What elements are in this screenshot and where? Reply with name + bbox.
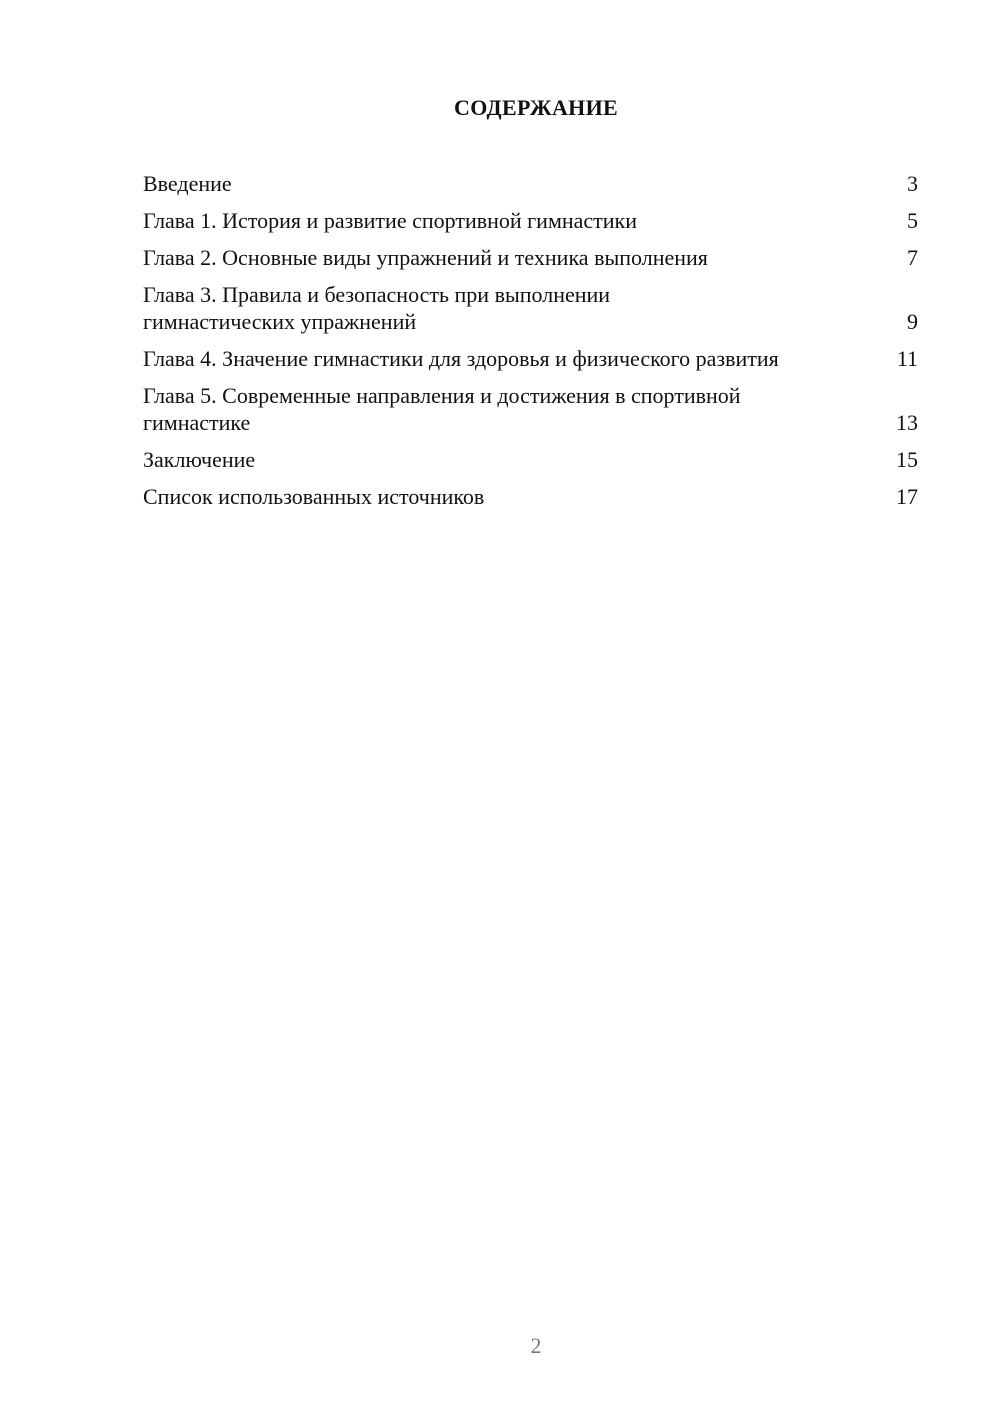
toc-entry-chapter-2[interactable]: [143, 244, 918, 271]
toc-entry-page: 15: [896, 447, 918, 472]
toc-entry-chapter-4[interactable]: [143, 345, 918, 372]
page-title: СОДЕРЖАНИЕ: [454, 95, 618, 120]
table-of-contents: [143, 170, 918, 520]
toc-entry-references[interactable]: [143, 483, 918, 510]
toc-entry-page: 7: [907, 245, 918, 270]
page-number: 2: [530, 1333, 542, 1358]
toc-entry-conclusion[interactable]: [143, 446, 918, 473]
toc-entry-page: 9: [907, 309, 918, 334]
toc-entry-page: 13: [896, 410, 918, 435]
toc-entry-title: Глава 1. История и развитие спортивной гимнастики: [143, 208, 638, 233]
toc-entry-title: Глава 5. Современные направления и достижения в спортивной гимнастике: [143, 383, 741, 435]
toc-entry-introduction[interactable]: [143, 170, 918, 197]
toc-entry-page: 17: [896, 484, 918, 509]
toc-entry-title: Глава 4. Значение гимнастики для здоровья и физического развития: [143, 346, 779, 371]
toc-entry-chapter-3[interactable]: [143, 281, 918, 335]
toc-entry-title: Заключение: [143, 447, 256, 472]
toc-entry-page: 3: [907, 171, 918, 196]
toc-entry-title: Введение: [143, 171, 232, 196]
toc-entry-title: Глава 2. Основные виды упражнений и техника выполнения: [143, 245, 708, 270]
toc-entry-page: 5: [907, 208, 918, 233]
toc-entry-title: Глава 3. Правила и безопасность при выполнении гимнастических упражнений: [143, 282, 611, 334]
toc-entry-chapter-5[interactable]: [143, 382, 918, 436]
toc-entry-chapter-1[interactable]: [143, 207, 918, 234]
toc-entry-page: 11: [896, 346, 918, 371]
toc-entry-title: Список использованных источников: [143, 484, 485, 509]
